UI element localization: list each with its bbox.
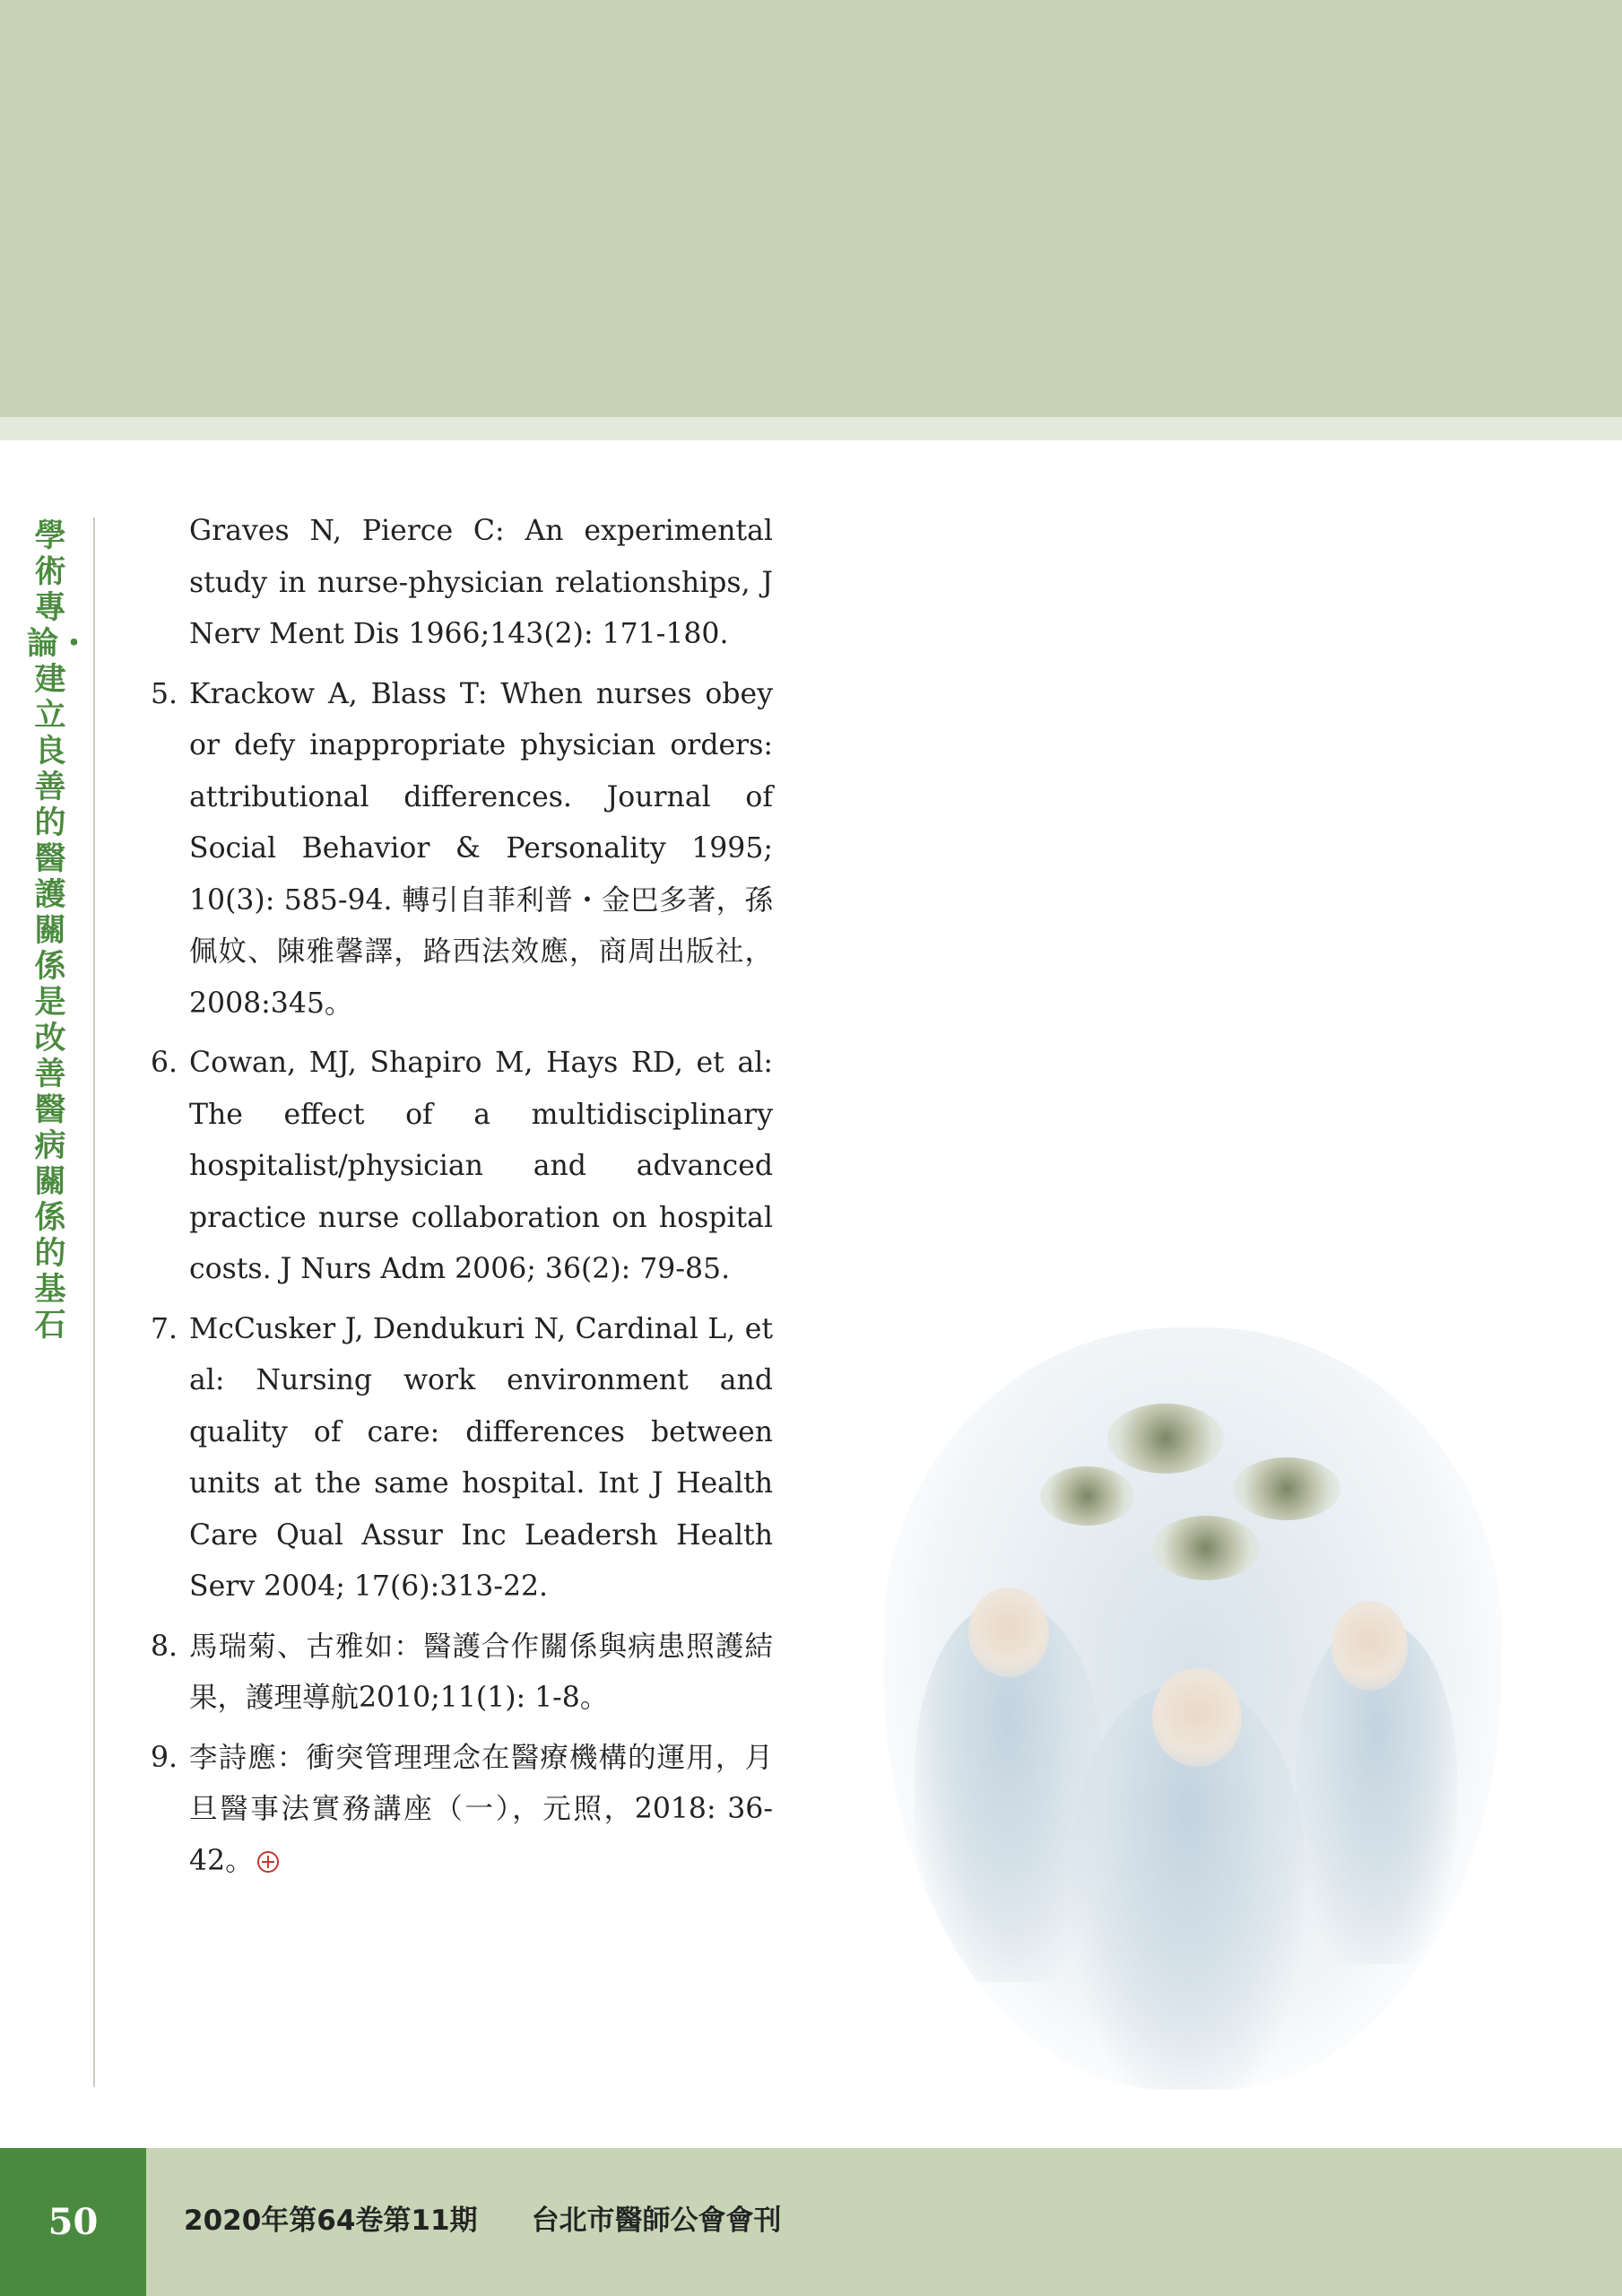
- side-title: 學術專論・建立良善的醫護關係是改善醫病關係的基石: [27, 518, 91, 1344]
- reference-text: McCusker J, Dendukuri N, Cardinal L, et al: Nursing work environment and quality of care: differences between units at the same hospital. Int J Health Care Qual Assur Inc Leadersh Health Serv 2004; 17(6):313-22.: [189, 1312, 773, 1603]
- header-band: [0, 0, 1622, 417]
- reference-number: 8.: [151, 1630, 178, 1663]
- reference-number: 7.: [151, 1312, 178, 1345]
- reference-list: [151, 506, 773, 1895]
- surgeon-head: [968, 1587, 1049, 1677]
- reference-number: 9.: [151, 1741, 178, 1774]
- article-end-cross-icon: [257, 1851, 279, 1873]
- surgery-team-photo: [883, 1327, 1502, 2090]
- footer-text: [184, 2197, 782, 2238]
- journal-name: 台北市醫師公會會刊: [531, 2205, 782, 2237]
- reference-item: [151, 1733, 773, 1888]
- surgical-lamp: [1152, 1516, 1260, 1580]
- surgical-lamp: [1107, 1404, 1224, 1474]
- surgical-lamp: [1233, 1457, 1340, 1520]
- reference-item: [151, 1622, 773, 1725]
- reference-text: Graves N, Pierce C: An experimental study in nurse-physician relationships, J Nerv Ment Dis 1966;143(2): 171-180.: [189, 515, 773, 650]
- page-number: 50: [0, 2148, 146, 2296]
- reference-item: [151, 1038, 773, 1296]
- surgeon-head: [1152, 1668, 1242, 1767]
- side-divider: [93, 517, 95, 2087]
- surgeon-head: [1331, 1601, 1408, 1691]
- issue-label: 2020年第64卷第11期: [184, 2205, 478, 2237]
- reference-number: 6.: [151, 1047, 178, 1079]
- reference-text: Krackow A, Blass T: When nurses obey or defy inappropriate physician orders: attributional differences. Journal of Social Behavior & Personality 1995; 10(3): 585-94. 轉引自菲利普・金巴多著，孫佩妏、陳雅馨譯，路西法效應，商周出版社，2008:345。: [189, 677, 773, 1020]
- reference-text: 馬瑞菊、古雅如：醫護合作關係與病患照護結果，護理導航2010;11(1): 1-8。: [189, 1630, 773, 1714]
- surgical-lamp: [1040, 1466, 1134, 1526]
- reference-number: 5.: [151, 677, 178, 710]
- reference-item: [151, 506, 773, 661]
- reference-item: [151, 1304, 773, 1613]
- header-strip: [0, 417, 1622, 440]
- reference-text: 李詩應：衝突管理理念在醫療機構的運用，月旦醫事法實務講座（一），元照，2018: 36-42。: [189, 1741, 773, 1877]
- reference-text: Cowan, MJ, Shapiro M, Hays RD, et al: The effect of a multidisciplinary hospitalist/physician and advanced practice nurse collaboration on hospital costs. J Nurs Adm 2006; 36(2): 79-85.: [189, 1047, 773, 1285]
- reference-item: [151, 669, 773, 1031]
